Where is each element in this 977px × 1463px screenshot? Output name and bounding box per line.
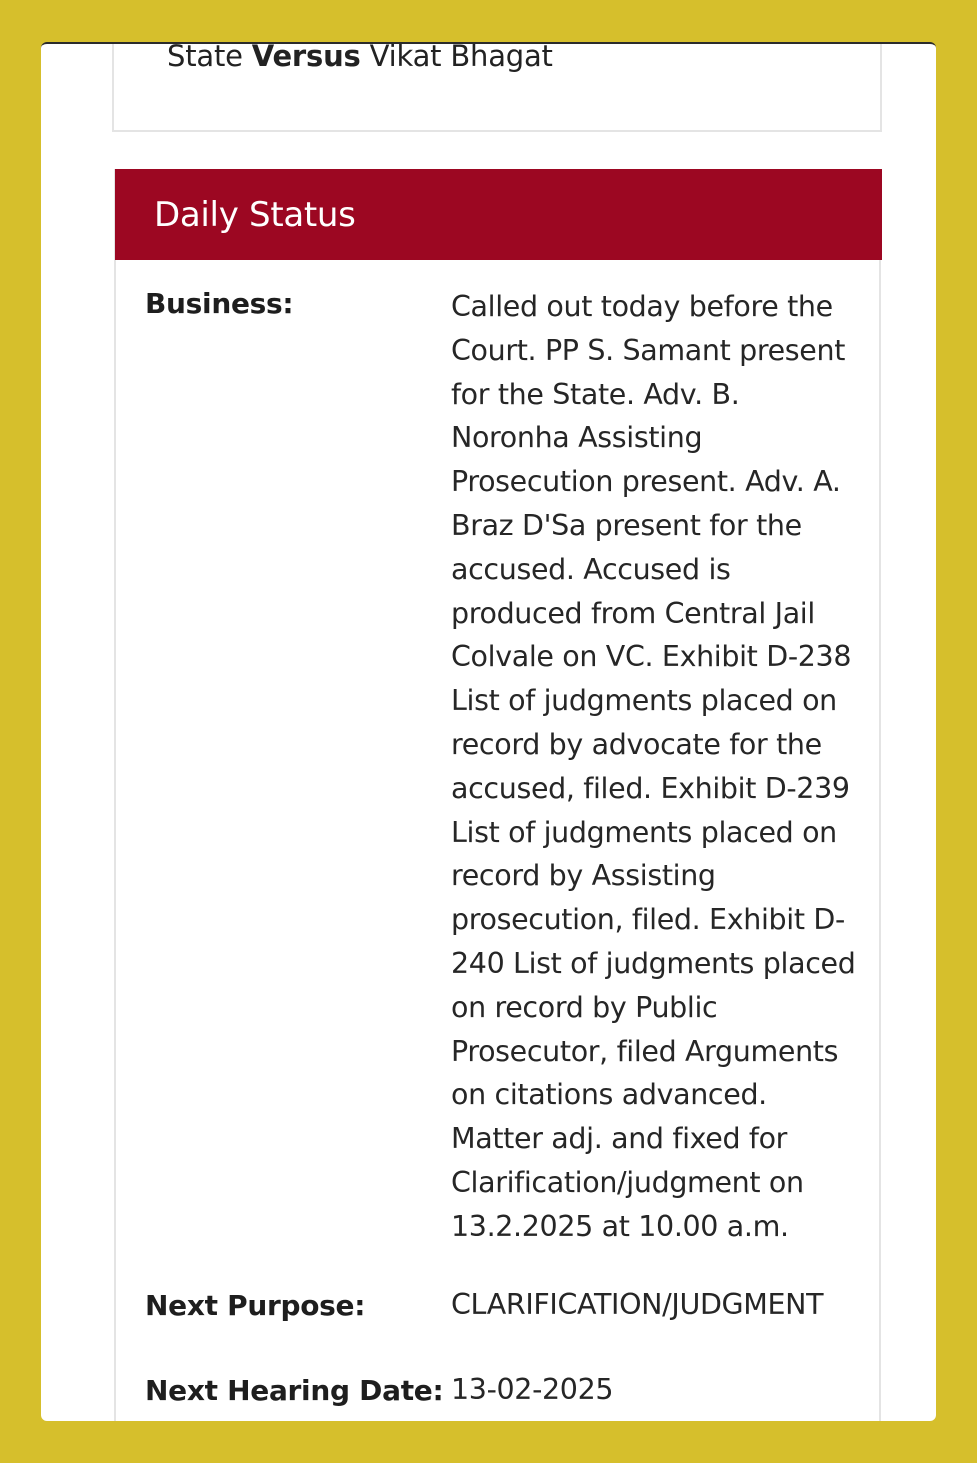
next-hearing-date-value: 13-02-2025 bbox=[451, 1373, 614, 1406]
business-label: Business: bbox=[145, 287, 294, 320]
daily-status-title: Daily Status bbox=[154, 194, 356, 235]
next-purpose-value: CLARIFICATION/JUDGMENT bbox=[451, 1288, 824, 1321]
next-purpose-label: Next Purpose: bbox=[145, 1289, 366, 1322]
case-title bbox=[167, 42, 553, 73]
page-frame bbox=[41, 42, 936, 1421]
case-title-card bbox=[112, 42, 882, 132]
versus-label: Versus bbox=[251, 42, 361, 73]
party-one: State bbox=[167, 42, 243, 73]
daily-status-header bbox=[115, 169, 882, 260]
next-hearing-date-label: Next Hearing Date: bbox=[145, 1374, 444, 1407]
party-two: Vikat Bhagat bbox=[369, 42, 553, 73]
daily-status-panel bbox=[114, 169, 881, 1421]
business-text: Called out today before the Court. PP S. Samant present for the State. Adv. B. Noronha Assisting Prosecution present. Adv. A. Braz D'Sa present for the accused. Accused is produced from Central Jail Colvale on VC. Exhibit D-238 List of judgments placed on record by advocate for the accused, filed. Exhibit D-239 List of judgments placed on record by Assisting prosecution, filed. Exhibit D-240 List of judgments placed on record by Public Prosecutor, filed Arguments on citations advanced. Matter adj. and fixed for Clarification/judgment on 13.2.2025 at 10.00 a.m. bbox=[451, 290, 856, 1243]
